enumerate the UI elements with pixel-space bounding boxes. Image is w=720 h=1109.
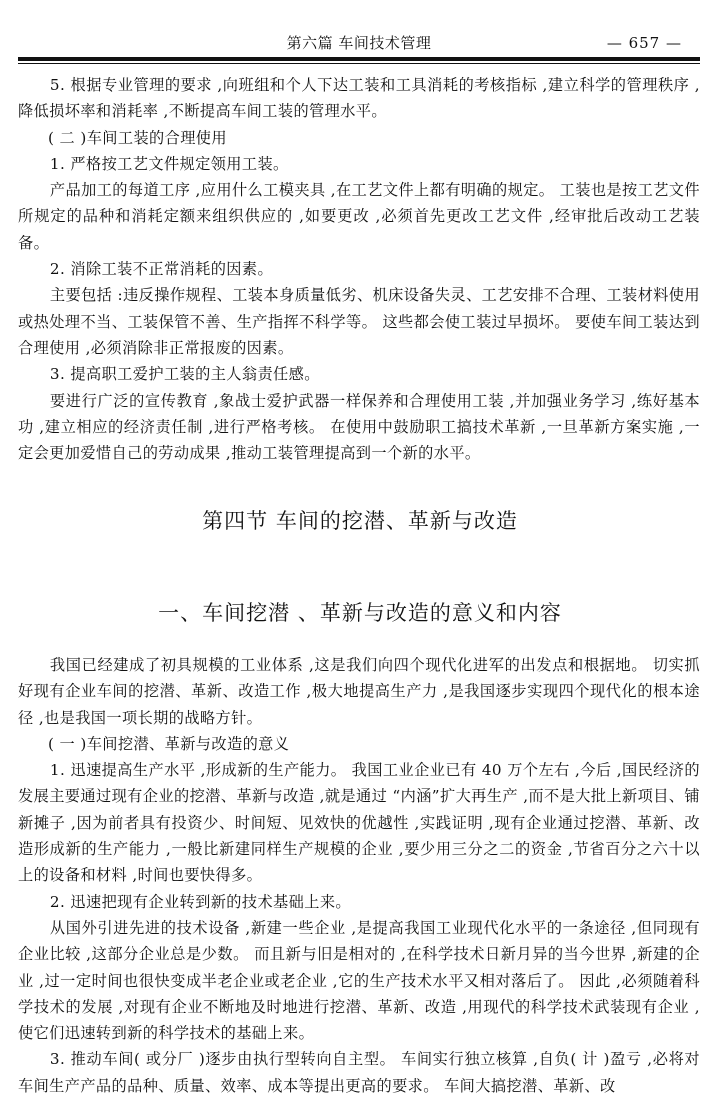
header-rule-thick [18,57,700,61]
paragraph-item-5: 5. 根据专业管理的要求 ,向班组和个人下达工装和工具消耗的考核指标 ,建立科学的管理秩序 ,降低损坏率和消耗率 ,不断提高车间工装的管理水平。 [18,76,700,121]
paragraph-education: 要进行广泛的宣传教育 ,象战士爱护武器一样保养和合理使用工装 ,并加强业务学习 ,练好基本功 ,建立相应的经济责任制 ,进行严格考核。 在使用中鼓励职工搞技术革新 ,一旦革新方案实施 ,一定会更加爱惜自己的劳动成果 ,推动工装管理提高到一个新的水平。 [18,391,700,463]
list-item-2: 2. 消除工装不正常消耗的因素。 [49,260,274,279]
list-item-3: 3. 提高职工爱护工装的主人翁责任感。 [49,365,320,384]
list-item-3-autonomy: 3. 推动车间( 或分厂 )逐步由执行型转向自主型。 车间实行独立核算 ,自负( 计 )盈亏 ,必将对车间生产产品的品种、质量、效率、成本等提出更高的要求。 车间大搞挖潜、革新、改 [18,1050,700,1095]
header-rule-thin [18,63,700,64]
section-subheading: 一、车间挖潜 、革新与改造的意义和内容 [158,601,562,625]
running-header-title: 第六篇 车间技术管理 [286,34,432,52]
subheading-significance: ( 一 )车间挖潜、革新与改造的意义 [48,734,290,753]
body-text-part-2 [18,652,700,1099]
page-number: — 657 — [606,34,682,52]
paragraph-industrial-system: 我国已经建成了初具规模的工业体系 ,这是我们向四个现代化进军的出发点和根据地。 切实抓好现有企业车间的挖潜、革新、改造工作 ,极大地提高生产力 ,是我国逐步实现四个现代化的根本途径 ,也是我国一项长期的战略方针。 [18,656,700,727]
body-text-part-1 [18,72,700,466]
page-header [18,30,700,54]
subheading-tooling-use: ( 二 )车间工装的合理使用 [48,128,227,147]
list-item-1-production: 1. 迅速提高生产水平 ,形成新的生产能力。 我国工业企业已有 40 万个左右 ,今后 ,国民经济的发展主要通过现有企业的挖潜、革新与改造 ,就是通过 “内涵”扩大再生产 ,而不是大批上新项目、铺新摊子 ,因为前者具有投资少、时间短、见效快的优越性 ,实践证明 ,现有企业通过挖潜、革新、改造形成新的生产能力 ,一般比新建同样生产规模的企业 ,要少用三分之二的资金 ,节省百分之六十以上的设备和材料 ,时间也要快得多。 [18,761,700,885]
paragraph-abnormal-consumption: 主要包括 :违反操作规程、工装本身质量低劣、机床设备失灵、工艺安排不合理、工装材料使用或热处理不当、工装保管不善、生产指挥不科学等。 这些都会使工装过早损坏。 要使车间工装达到合理使用 ,必须消除非正常报废的因素。 [18,286,700,357]
section-heading: 第四节 车间的挖潜、革新与改造 [202,509,518,533]
list-item-2-technology: 2. 迅速把现有企业转到新的技术基础上来。 [49,892,351,911]
list-item-1: 1. 严格按工艺文件规定领用工装。 [49,154,289,173]
paragraph-foreign-technology: 从国外引进先进的技术设备 ,新建一些企业 ,是提高我国工业现代化水平的一条途径 ,但同现有企业比较 ,这部分企业总是少数。 而且新与旧是相对的 ,在科学技术日新月异的当今世界 ,新建的企业 ,过一定时间也很快变成半老企业或老企业 ,它的生产技术水平又相对落后了。 因此 ,必须随着科学技术的发展 ,对现有企业不断地及时地进行挖潜、革新、改造 ,用现代的科学技术武装现有企业 ,使它们迅速转到新的科学技术的基础上来。 [18,918,700,1043]
paragraph-process-files: 产品加工的每道工序 ,应用什么工模夹具 ,在工艺文件上都有明确的规定。 工装也是按工艺文件所规定的品种和消耗定额来组织供应的 ,如要更改 ,必须首先更改工艺文件 ,经审批后改动工艺装备。 [18,181,700,252]
